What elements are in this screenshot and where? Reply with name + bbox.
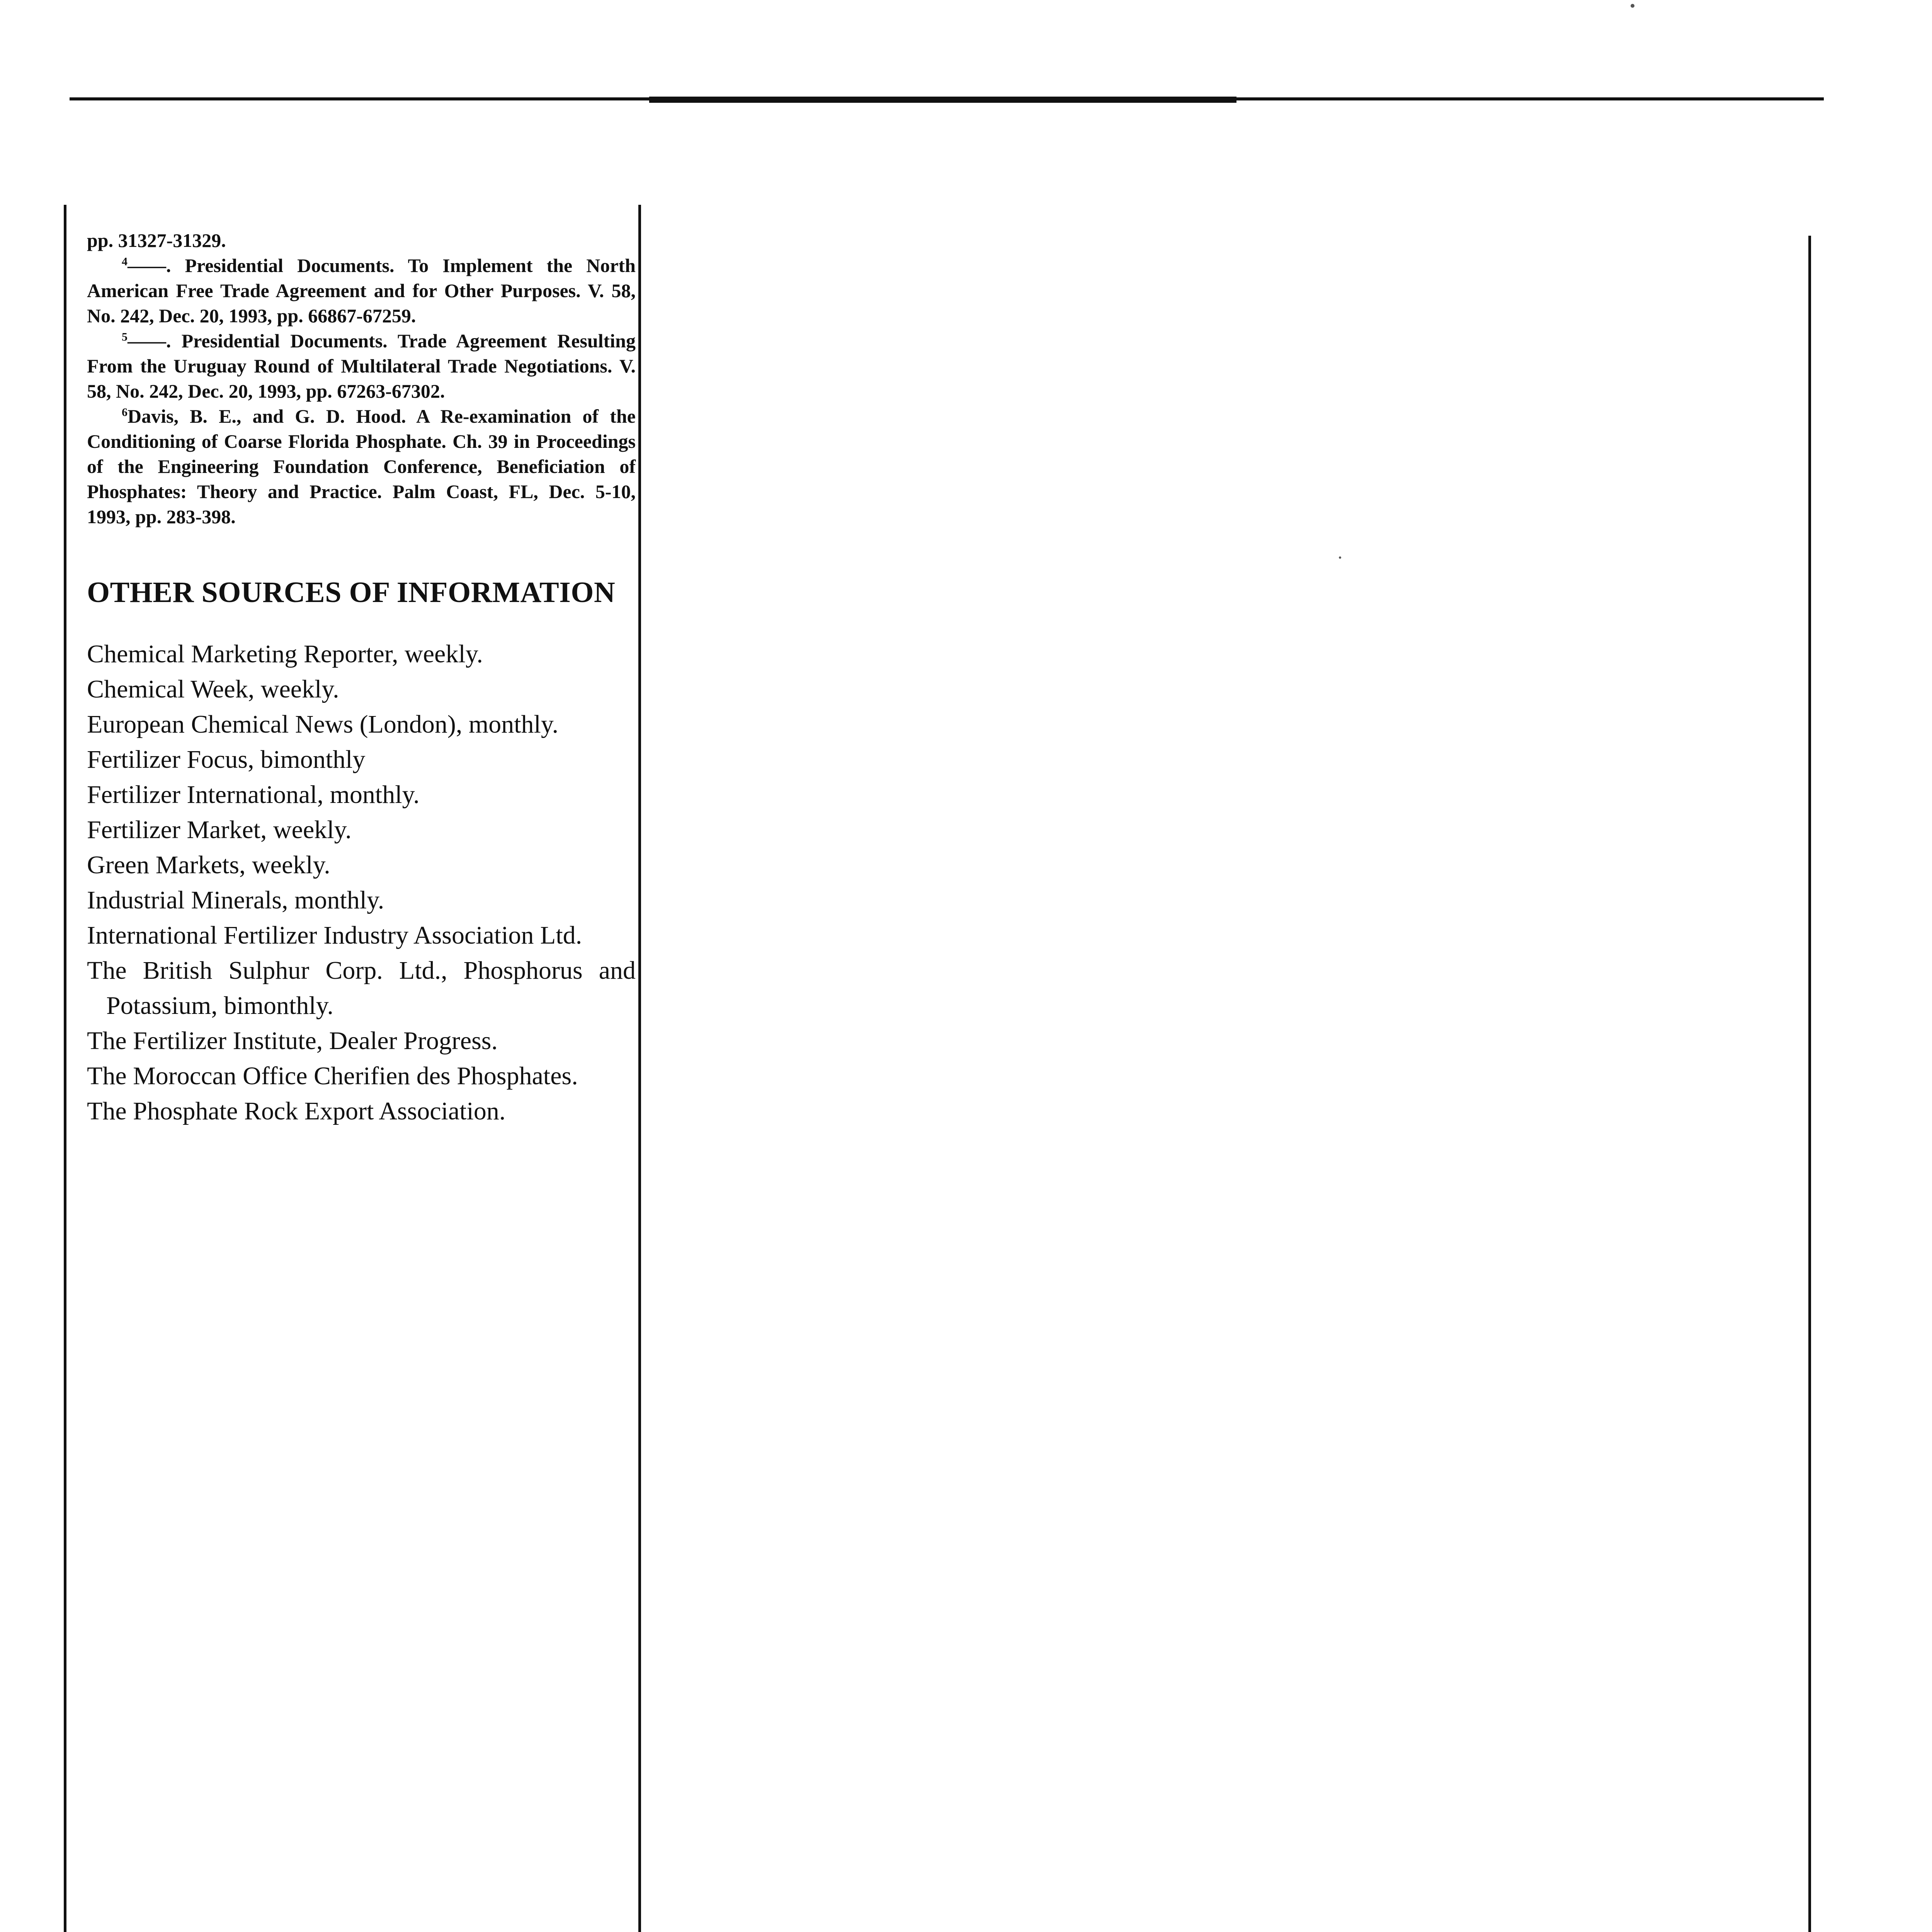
scan-speck (1339, 556, 1341, 559)
source-item: The Fertilizer Institute, Dealer Progress. (87, 1027, 498, 1055)
reference-6: $^6$Davis, B. E., and G. D. Hood. A Re-examination of the Conditioning of Coarse Florida Phosphate. Ch. 39 in Proceedings of the Engineering Foundation Conference, Beneficiation of Phosphates: Theory and Practice. Palm Coast, FL, Dec. 5-10, 1993, pp. 283-398. (87, 405, 636, 527)
source-item: Green Markets, weekly. (87, 851, 330, 879)
references-list (87, 228, 636, 529)
left-column (87, 228, 636, 1129)
column-rule-middle (638, 205, 641, 1932)
reference-5: $^5$——. Presidential Documents. Trade Agreement Resulting From the Uruguay Round of Multilateral Trade Negotiations. V. 58, No. 242, Dec. 20, 1993, pp. 67263-67302. (87, 330, 636, 402)
note-marker: 6 (122, 406, 128, 419)
sources-list (87, 636, 636, 1129)
column-rule-left (64, 205, 66, 1932)
source-item: Industrial Minerals, monthly. (87, 886, 384, 914)
source-item: European Chemical News (London), monthly. (87, 710, 559, 738)
source-item: The British Sulphur Corp. Ltd., Phosphorus and Potassium, bimonthly. (87, 956, 636, 1020)
reference-4: $^4$——. Presidential Documents. To Implement the North American Free Trade Agreement and for Other Purposes. V. 58, No. 242, Dec. 20, 1993, pp. 66867-67259. (87, 255, 636, 327)
note-marker: 5 (122, 330, 128, 344)
source-item: Fertilizer Market, weekly. (87, 816, 352, 844)
source-item: International Fertilizer Industry Association Ltd. (87, 921, 582, 949)
source-item: The Phosphate Rock Export Association. (87, 1097, 506, 1125)
header-rule-thick (649, 97, 1236, 103)
source-item: Fertilizer International, monthly. (87, 781, 420, 809)
source-item: Fertilizer Focus, bimonthly (87, 745, 366, 774)
column-rule-right (1808, 236, 1811, 1932)
reference-continuation: pp. 31327-31329. (87, 230, 226, 251)
source-item: Chemical Week, weekly. (87, 675, 339, 703)
scan-speck (1631, 4, 1634, 8)
source-item: Chemical Marketing Reporter, weekly. (87, 640, 483, 668)
source-item: The Moroccan Office Cherifien des Phosphates. (87, 1062, 578, 1090)
section-title: OTHER SOURCES OF INFORMATION (87, 576, 616, 609)
note-marker: 4 (122, 255, 128, 268)
